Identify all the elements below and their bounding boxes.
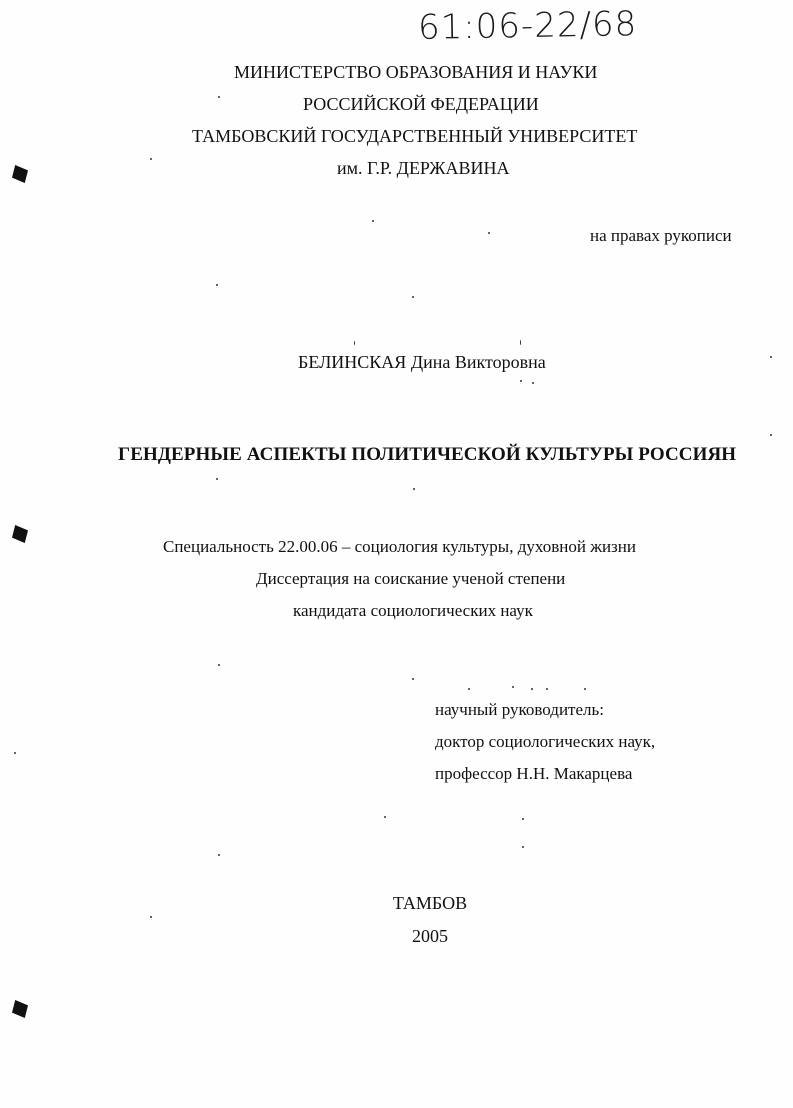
supervisor-name: профессор Н.Н. Макарцева (435, 764, 633, 783)
scan-speck (531, 688, 533, 690)
scan-speck (218, 96, 220, 98)
ministry-line-2: РОССИЙСКОЙ ФЕДЕРАЦИИ (303, 94, 539, 114)
scan-speck (413, 488, 415, 490)
scan-speck (384, 816, 386, 818)
author-name: БЕЛИНСКАЯ Дина Викторовна (298, 352, 546, 372)
publication-year: 2005 (412, 926, 448, 946)
city-name: ТАМБОВ (392, 893, 468, 913)
scan-speck (150, 158, 152, 160)
specialty-line: Специальность 22.00.06 – социология культуры, духовной жизни (163, 537, 636, 556)
scan-speck (488, 232, 490, 234)
scan-speck (520, 340, 521, 345)
degree-field-line: кандидата социологических наук (293, 601, 533, 620)
scan-speck (354, 341, 355, 345)
scan-speck (372, 220, 374, 222)
binder-hole-mark (12, 1000, 28, 1018)
scan-speck (546, 688, 548, 690)
supervisor-degree: доктор социологических наук, (435, 732, 656, 751)
scan-speck (218, 664, 220, 666)
scan-speck (412, 678, 414, 680)
scan-speck (216, 478, 218, 480)
university-name: ТАМБОВСКИЙ ГОСУДАРСТВЕННЫЙ УНИВЕРСИТЕТ (192, 126, 638, 146)
degree-line: Диссертация на соискание ученой степени (256, 569, 566, 588)
binder-hole-mark (12, 525, 28, 543)
scan-speck (218, 854, 220, 856)
scan-speck (468, 688, 470, 690)
scan-speck (512, 686, 514, 688)
handwritten-catalog-code: 61:06-22/68 (417, 4, 638, 48)
binder-hole-mark (12, 165, 28, 183)
scan-speck (770, 434, 772, 436)
scan-speck (14, 752, 16, 754)
scan-speck (150, 916, 152, 918)
manuscript-rights-note: на правах рукописи (590, 226, 732, 245)
scan-speck (216, 284, 218, 286)
university-honorific: им. Г.Р. ДЕРЖАВИНА (337, 158, 510, 178)
scan-speck (520, 380, 522, 382)
scan-speck (522, 846, 524, 848)
ministry-line-1: МИНИСТЕРСТВО ОБРАЗОВАНИЯ И НАУКИ (234, 62, 598, 82)
scan-speck (412, 296, 414, 298)
dissertation-title: ГЕНДЕРНЫЕ АСПЕКТЫ ПОЛИТИЧЕСКОЙ КУЛЬТУРЫ РОССИЯН (118, 444, 737, 465)
supervisor-label: научный руководитель: (435, 700, 604, 719)
scan-speck (522, 818, 524, 820)
scan-speck (532, 382, 534, 384)
scan-speck (770, 356, 772, 358)
scan-speck (584, 688, 586, 690)
